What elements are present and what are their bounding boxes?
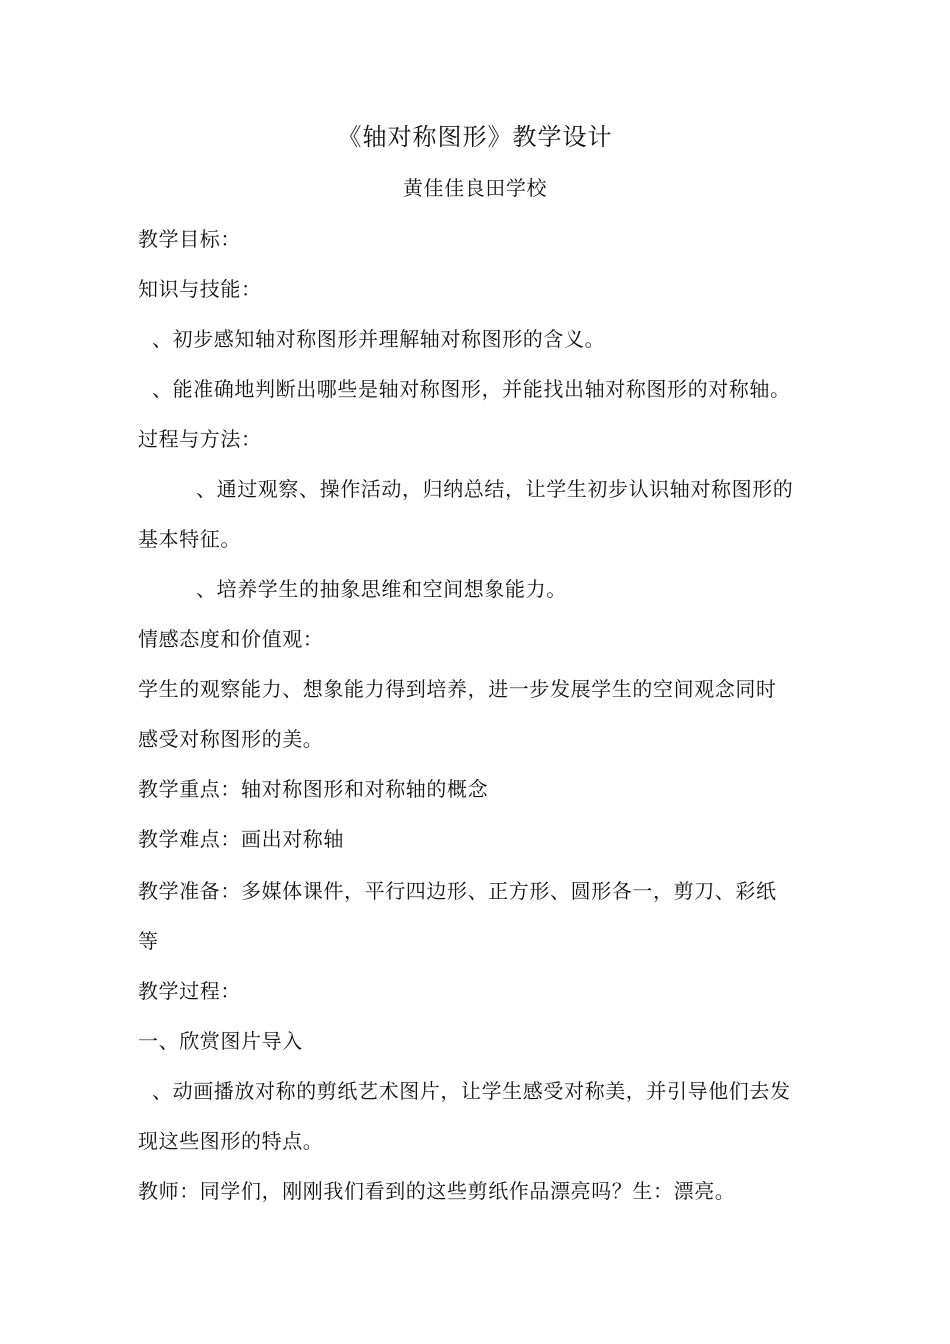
- list-item: 、培养学生的抽象思维和空间想象能力。: [196, 577, 567, 601]
- document-title: 《轴对称图形》教学设计: [337, 123, 613, 151]
- list-item: 、通过观察、操作活动，归纳总结，让学生初步认识轴对称图形的: [196, 477, 794, 501]
- section-heading-teaching-process: 教学过程：: [138, 979, 241, 1003]
- document-author: 黄佳佳良田学校: [402, 176, 548, 200]
- dialogue-line: 教师：同学们，刚刚我们看到的这些剪纸作品漂亮吗？生：漂亮。: [138, 1179, 736, 1203]
- subheading-knowledge-skills: 知识与技能：: [138, 277, 262, 301]
- paragraph: 学生的观察能力、想象能力得到培养，进一步发展学生的空间观念同时: [138, 677, 777, 701]
- subheading-image-intro: 一、欣赏图片导入: [138, 1029, 303, 1053]
- list-item: 、动画播放对称的剪纸艺术图片，让学生感受对称美，并引导他们去发: [152, 1079, 791, 1103]
- teaching-difficulty: 教学难点：画出对称轴: [138, 827, 344, 851]
- paragraph-continuation: 现这些图形的特点。: [138, 1129, 324, 1153]
- subheading-process-methods: 过程与方法：: [138, 427, 262, 451]
- paragraph-continuation: 基本特征。: [138, 527, 241, 551]
- teaching-key-point: 教学重点：轴对称图形和对称轴的概念: [138, 777, 489, 801]
- section-heading-teaching-goals: 教学目标：: [138, 227, 241, 251]
- list-item: 、能准确地判断出哪些是轴对称图形，并能找出轴对称图形的对称轴。: [152, 377, 791, 401]
- paragraph-continuation: 感受对称图形的美。: [138, 727, 324, 751]
- paragraph-continuation: 等: [138, 929, 159, 953]
- subheading-emotion-values: 情感态度和价值观：: [138, 627, 324, 651]
- list-item: 、初步感知轴对称图形并理解轴对称图形的含义。: [152, 327, 606, 351]
- teaching-preparation: 教学准备：多媒体课件，平行四边形、正方形、圆形各一，剪刀、彩纸: [138, 879, 777, 903]
